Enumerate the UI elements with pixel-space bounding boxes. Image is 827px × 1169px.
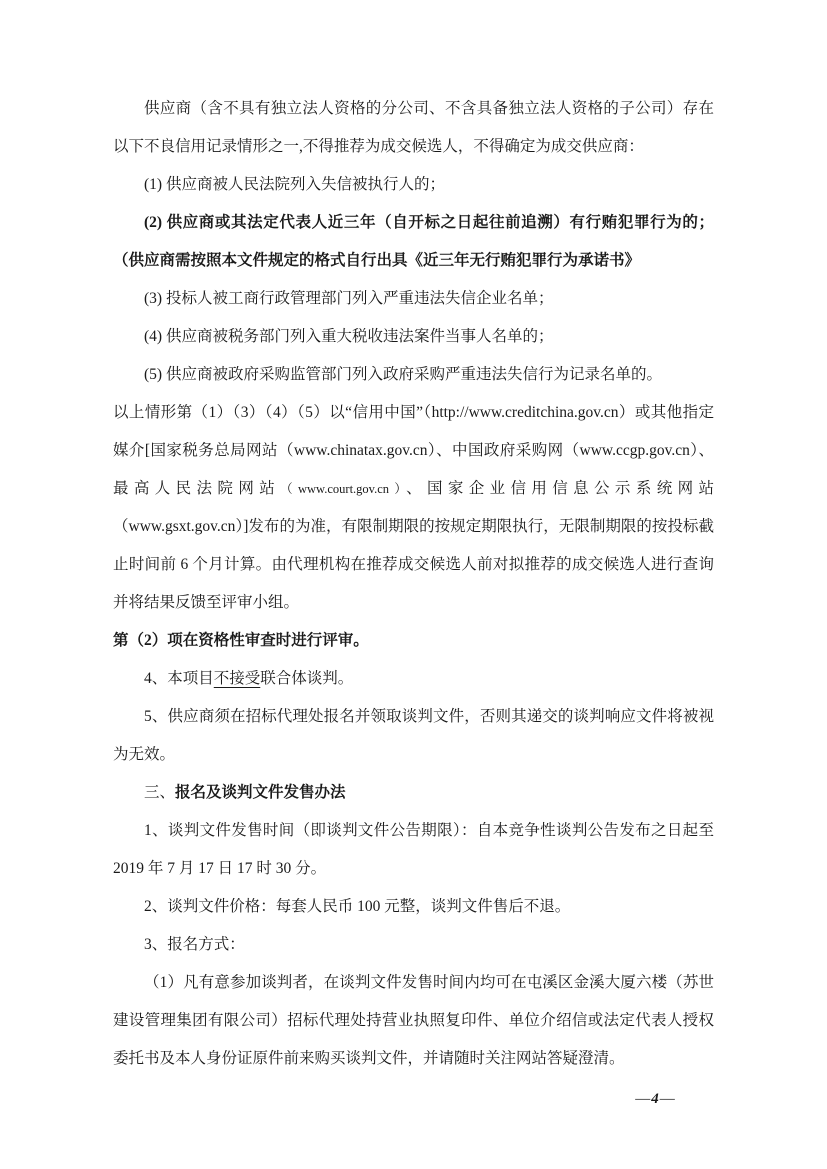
- clause-5-registration: 5、供应商须在招标代理处报名并领取谈判文件，否则其递交的谈判响应文件将被视为无效。: [113, 708, 714, 763]
- registration-method-label: 3、报名方式：: [144, 936, 245, 953]
- registration-method-detail: （1）凡有意参加谈判者，在谈判文件发售时间内均可在屯溪区金溪大厦六楼（苏世建设管理集团有限公司）招标代理处持营业执照复印件、单位介绍信或法定代表人授权委托书及本人身份证原件前来购买谈判文件，并请随时关注网站答疑澄清。: [113, 974, 714, 1067]
- bad-credit-item-1: (1) 供应商被人民法院列入失信被执行人的；: [144, 176, 445, 193]
- sale-time-paragraph: 1、谈判文件发售时间（即谈判文件公告期限）：自本竞争性谈判公告发布之日起至 2019 年 7 月 17 日 17 时 30 分。: [113, 822, 714, 877]
- document-body: [113, 90, 714, 1078]
- clause-4-no-consortium: [113, 660, 714, 698]
- bad-credit-item-4: (4) 供应商被税务部门列入重大税收违法案件当事人名单的；: [144, 328, 554, 345]
- intro-paragraph: 供应商（含不具有独立法人资格的分公司、不含具备独立法人资格的子公司）存在以下不良信用记录情形之一,不得推荐为成交候选人，不得确定为成交供应商：: [113, 100, 714, 155]
- section-3-heading: [113, 774, 714, 812]
- credit-check-paragraph: [113, 394, 714, 622]
- credit-check-text: 以上情形第（1）（3）（4）（5）以“信用中国”（http://www.creditchina.gov.cn）或其他指定媒介[国家税务总局网站（www.chinatax.gov.cn）、中国政府采购网（www.ccgp.gov.cn）、最高人民法院网站: [113, 404, 714, 497]
- section-3-title: 报名及谈判文件发售办法: [175, 784, 346, 801]
- bad-credit-item-5: (5) 供应商被政府采购监管部门列入政府采购严重违法失信行为记录名单的。: [144, 366, 662, 383]
- clause-4-not-accept: 不接受: [213, 670, 261, 687]
- footer-dash-left: —: [635, 1091, 651, 1107]
- clause-4-suffix: 联合体谈判。: [260, 670, 354, 687]
- credit-check-text-rest: 、国家企业信用信息公示系统网站（www.gsxt.gov.cn）]发布的为准，有限制期限的按规定期限执行，无限制期限的按投标截止时间前 6 个月计算。由代理机构在推荐成交候选人前对拟推荐的成交候选人进行查询并将结果反馈至评审小组。: [113, 480, 714, 611]
- page-number: 4: [651, 1091, 659, 1107]
- court-website-url: （www.court.gov.cn）: [280, 482, 407, 496]
- footer-dash-right: —: [659, 1091, 675, 1107]
- section-3-number: 三、: [144, 784, 176, 801]
- sale-price-paragraph: 2、谈判文件价格：每套人民币 100 元整，谈判文件售后不退。: [144, 898, 571, 915]
- page-footer: [610, 1088, 700, 1110]
- clause-4-prefix: 4、本项目: [144, 670, 214, 687]
- bad-credit-item-3: (3) 投标人被工商行政管理部门列入严重违法失信企业名单；: [144, 290, 554, 307]
- item2-review-note: 第（2）项在资格性审查时进行评审。: [113, 632, 369, 649]
- bad-credit-item-2: (2) 供应商或其法定代表人近三年（自开标之日起往前追溯）有行贿犯罪行为的；（供应商需按照本文件规定的格式自行出具《近三年无行贿犯罪行为承诺书》: [113, 214, 714, 269]
